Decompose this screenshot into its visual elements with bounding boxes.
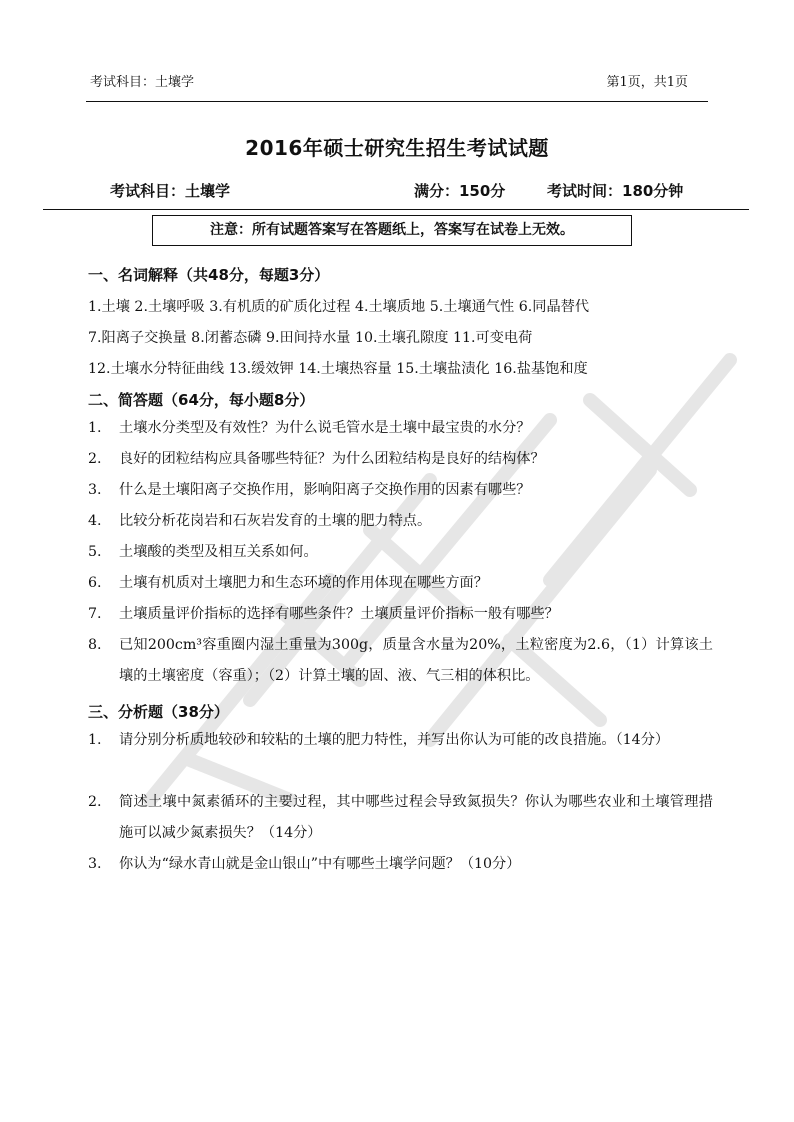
question-number: 7. — [88, 606, 102, 622]
exam-subject: 考试科目：土壤学 — [110, 182, 231, 200]
exam-title: 2016年硕士研究生招生考试试题 — [245, 136, 549, 160]
question-number: 1. — [88, 732, 102, 748]
question-text: 土壤酸的类型及相互关系如何。 — [119, 544, 318, 560]
section2-title: 二、简答题（64分，每小题8分） — [88, 391, 315, 409]
question-number: 6. — [88, 575, 102, 591]
exam-full-score: 满分：150分 — [414, 182, 506, 200]
question-text: 请分别分析质地较砂和较粘的土壤的肥力特性，并写出你认为可能的改良措施。（14分） — [119, 732, 670, 748]
page-header-subject: 考试科目：土壤学 — [90, 75, 195, 90]
question-number: 2. — [88, 794, 102, 810]
question-number: 3. — [88, 856, 102, 872]
question-text: 土壤有机质对土壤肥力和生态环境的作用体现在哪些方面？ — [119, 575, 488, 591]
question-text: 你认为“绿水青山就是金山银山”中有哪些土壤学问题？（10分） — [119, 856, 521, 872]
question-number: 4. — [88, 513, 102, 529]
section1-line-1: 1.土壤 2.土壤呼吸 3.有机质的矿质化过程 4.土壤质地 5.土壤通气性 6.同晶替代 — [88, 299, 590, 315]
meta-divider — [43, 209, 749, 210]
question-text: 什么是土壤阳离子交换作用，影响阳离子交换作用的因素有哪些？ — [119, 482, 531, 498]
question-number: 2. — [88, 451, 102, 467]
question-number: 5. — [88, 544, 102, 560]
header-divider — [86, 101, 708, 102]
question-number: 3. — [88, 482, 102, 498]
section1-line-2: 7.阳离子交换量 8.闭蓄态磷 9.田间持水量 10.土壤孔隙度 11.可变电荷 — [88, 330, 533, 346]
exam-time: 考试时间：180分钟 — [547, 182, 684, 200]
question-text: 土壤水分类型及有效性？为什么说毛管水是土壤中最宝贵的水分？ — [119, 420, 531, 436]
section1-line-3: 12.土壤水分特征曲线 13.缓效钾 14.土壤热容量 15.土壤盐渍化 16.盐基饱和度 — [88, 361, 588, 377]
notice-box: 注意：所有试题答案写在答题纸上，答案写在试卷上无效。 — [152, 215, 632, 246]
question-number: 1. — [88, 420, 102, 436]
section3-title: 三、分析题（38分） — [88, 703, 229, 721]
question-text: 比较分析花岗岩和石灰岩发育的土壤的肥力特点。 — [119, 513, 432, 529]
page-number: 第1页，共1页 — [606, 75, 688, 90]
question-text: 土壤质量评价指标的选择有哪些条件？土壤质量评价指标一般有哪些？ — [119, 606, 559, 622]
question-number: 8. — [88, 637, 102, 653]
question-text: 简述土壤中氮素循环的主要过程，其中哪些过程会导致氮损失？你认为哪些农业和土壤管理措施可以减少氮素损失？（14分） — [119, 794, 713, 841]
question-text: 已知200cm³容重圈内湿土重量为300g，质量含水量为20%，土粒密度为2.6，（1）计算该土壤的土壤密度（容重）；（2）计算土壤的固、液、气三相的体积比。 — [119, 637, 713, 684]
question-text: 良好的团粒结构应具备哪些特征？为什么团粒结构是良好的结构体？ — [119, 451, 545, 467]
section1-title: 一、名词解释（共48分，每题3分） — [88, 266, 330, 284]
